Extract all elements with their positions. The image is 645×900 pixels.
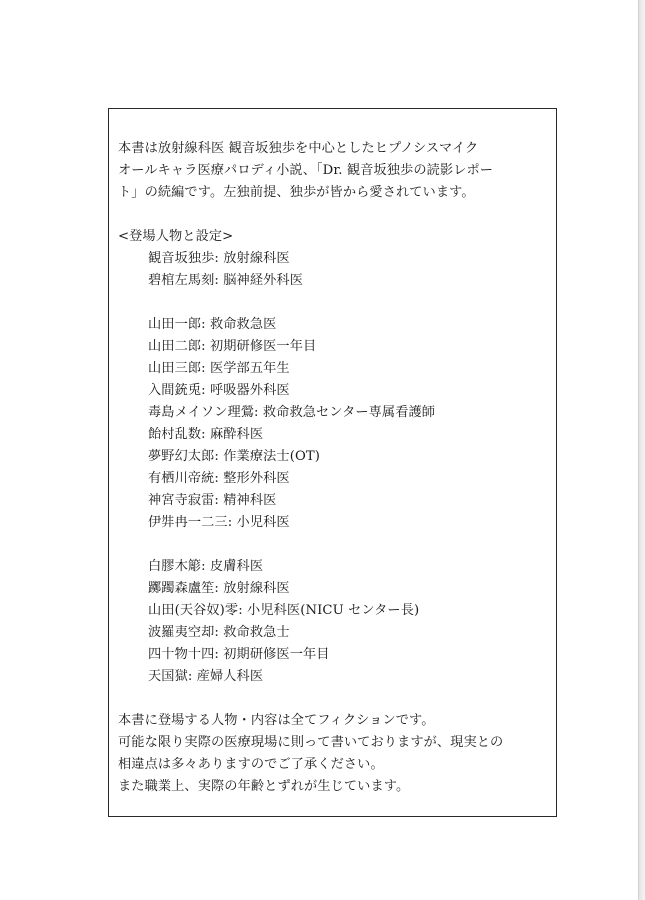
character-entry: 入間銃兎: 呼吸器外科医 xyxy=(148,383,290,398)
character-entry: 四十物十四: 初期研修医一年目 xyxy=(148,647,330,662)
character-entry: 毒島メイソン理鶯: 救命救急センター専属看護師 xyxy=(148,405,436,420)
intro-line: オールキャラ医療パロディ小説、「Dr. 観音坂独歩の読影レポー xyxy=(118,163,494,178)
character-group-1 xyxy=(118,248,550,292)
character-entry: 波羅夷空却: 救命救急士 xyxy=(148,625,290,640)
character-entry: 神宮寺寂雷: 精神科医 xyxy=(148,493,277,508)
character-entry: 白膠木簓: 皮膚科医 xyxy=(148,559,264,574)
character-group-2 xyxy=(118,314,550,534)
character-entry: 飴村乱数: 麻酔科医 xyxy=(148,427,264,442)
character-group-3 xyxy=(118,556,550,688)
character-entry: 碧棺左馬刻: 脳神経外科医 xyxy=(148,273,303,288)
disclaimer-line: また職業上、実際の年齢とずれが生じています。 xyxy=(118,779,410,794)
document-content xyxy=(118,138,550,798)
character-entry: 夢野幻太郎: 作業療法士(OT) xyxy=(148,449,321,464)
page-edge xyxy=(638,0,645,900)
disclaimer-paragraph xyxy=(118,710,550,798)
character-entry: 有栖川帝統: 整形外科医 xyxy=(148,471,290,486)
intro-paragraph xyxy=(118,138,550,204)
character-entry: 山田一郎: 救命救急医 xyxy=(148,317,277,332)
disclaimer-line: 相違点は多々ありますのでご了承ください。 xyxy=(118,757,384,772)
character-entry: 山田(天谷奴)零: 小児科医(NICU センター長) xyxy=(148,603,420,618)
characters-heading: <登場人物と設定> xyxy=(118,229,234,244)
character-entry: 山田三郎: 医学部五年生 xyxy=(148,361,290,376)
disclaimer-line: 可能な限り実際の医療現場に則って書いておりますが、現実との xyxy=(118,735,504,750)
character-entry: 天国獄: 産婦人科医 xyxy=(148,669,264,684)
character-entry: 観音坂独歩: 放射線科医 xyxy=(148,251,290,266)
character-entry: 躑躅森盧笙: 放射線科医 xyxy=(148,581,290,596)
character-entry: 伊弉冉一二三: 小児科医 xyxy=(148,515,290,530)
disclaimer-line: 本書に登場する人物・内容は全てフィクションです。 xyxy=(118,713,435,728)
intro-line: 本書は放射線科医 観音坂独歩を中心としたヒプノシスマイク xyxy=(118,141,479,156)
character-entry: 山田二郎: 初期研修医一年目 xyxy=(148,339,317,354)
intro-line: ト」の続編です。左独前提、独歩が皆から愛されています。 xyxy=(118,185,475,200)
